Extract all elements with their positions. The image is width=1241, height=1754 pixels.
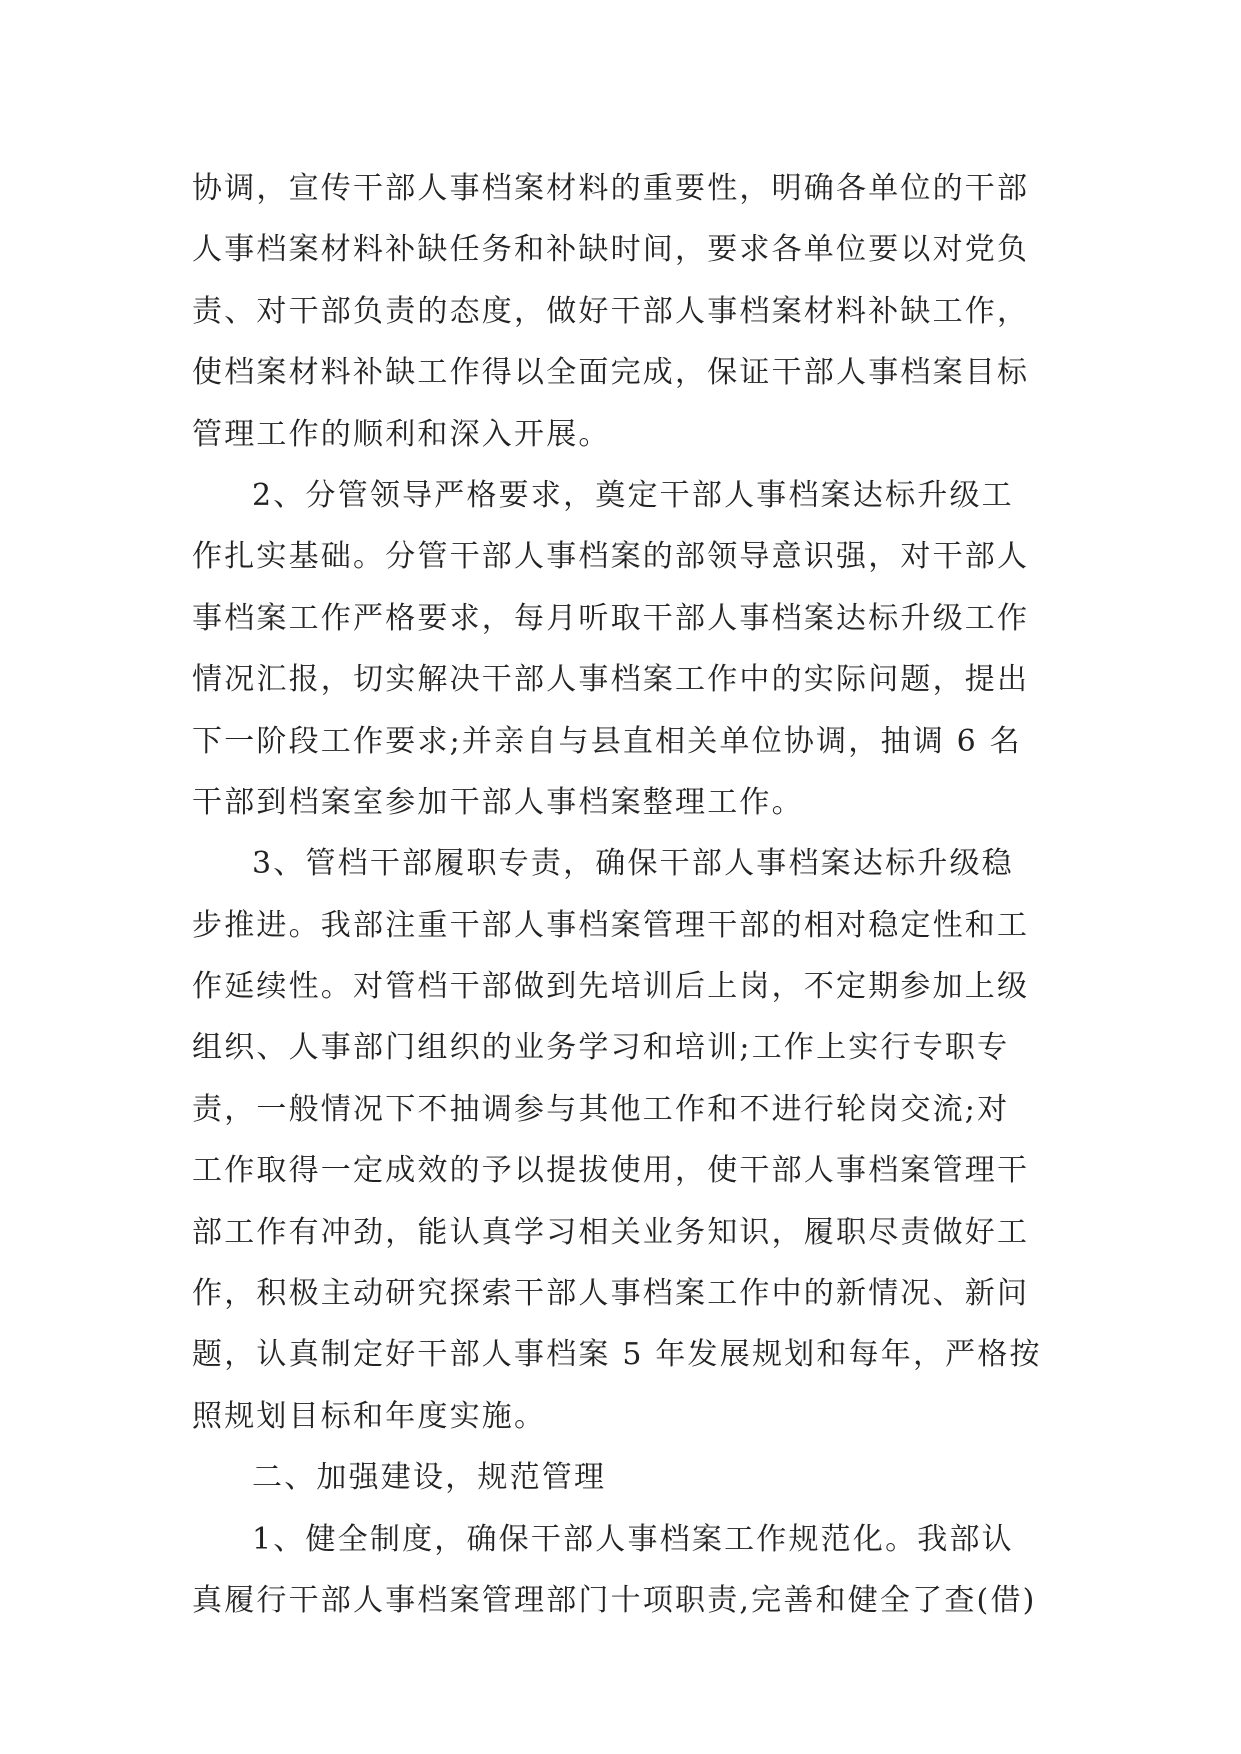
text-line: 事档案工作严格要求，每月听取干部人事档案达标升级工作 — [192, 600, 1030, 636]
text-line: 下一阶段工作要求;并亲自与县直相关单位协调，抽调 6 名 — [192, 723, 1022, 759]
text-line: 工作取得一定成效的予以提拔使用，使干部人事档案管理干 — [192, 1153, 1030, 1189]
text-line: 3、管档干部履职专责，确保干部人事档案达标升级稳 — [252, 846, 1014, 882]
text-line: 作延续性。对管档干部做到先培训后上岗，不定期参加上级 — [192, 969, 1030, 1005]
body-text — [192, 158, 1052, 1631]
text-line: 题，认真制定好干部人事档案 5 年发展规划和每年，严格按 — [192, 1337, 1042, 1373]
text-line: 情况汇报，切实解决干部人事档案工作中的实际问题，提出 — [192, 662, 1030, 698]
text-line: 干部到档案室参加干部人事档案整理工作。 — [192, 784, 804, 820]
text-line: 真履行干部人事档案管理部门十项职责,完善和健全了查(借) — [192, 1582, 1037, 1618]
text-line: 协调，宣传干部人事档案材料的重要性，明确各单位的干部 — [192, 171, 1030, 206]
text-line: 人事档案材料补缺任务和补缺时间，要求各单位要以对党负 — [192, 232, 1030, 268]
text-line: 1、健全制度，确保干部人事档案工作规范化。我部认 — [252, 1521, 1014, 1557]
text-line: 作，积极主动研究探索干部人事档案工作中的新情况、新问 — [192, 1276, 1030, 1312]
text-line: 责、对干部负责的态度，做好干部人事档案材料补缺工作， — [192, 293, 1030, 329]
text-line: 管理工作的顺利和深入开展。 — [192, 416, 611, 452]
text-line: 责，一般情况下不抽调参与其他工作和不进行轮岗交流;对 — [192, 1091, 1010, 1127]
text-line: 作扎实基础。分管干部人事档案的部领导意识强，对干部人 — [192, 539, 1030, 575]
text-line: 二、加强建设，规范管理 — [252, 1460, 607, 1496]
text-line: 组织、人事部门组织的业务学习和培训;工作上实行专职专 — [192, 1030, 1010, 1066]
text-line: 照规划目标和年度实施。 — [192, 1398, 547, 1434]
text-line: 2、分管领导严格要求，奠定干部人事档案达标升级工 — [252, 477, 1014, 513]
text-line: 部工作有冲劲，能认真学习相关业务知识，履职尽责做好工 — [192, 1214, 1030, 1250]
text-line: 步推进。我部注重干部人事档案管理干部的相对稳定性和工 — [192, 907, 1030, 943]
text-line: 使档案材料补缺工作得以全面完成，保证干部人事档案目标 — [192, 355, 1030, 391]
